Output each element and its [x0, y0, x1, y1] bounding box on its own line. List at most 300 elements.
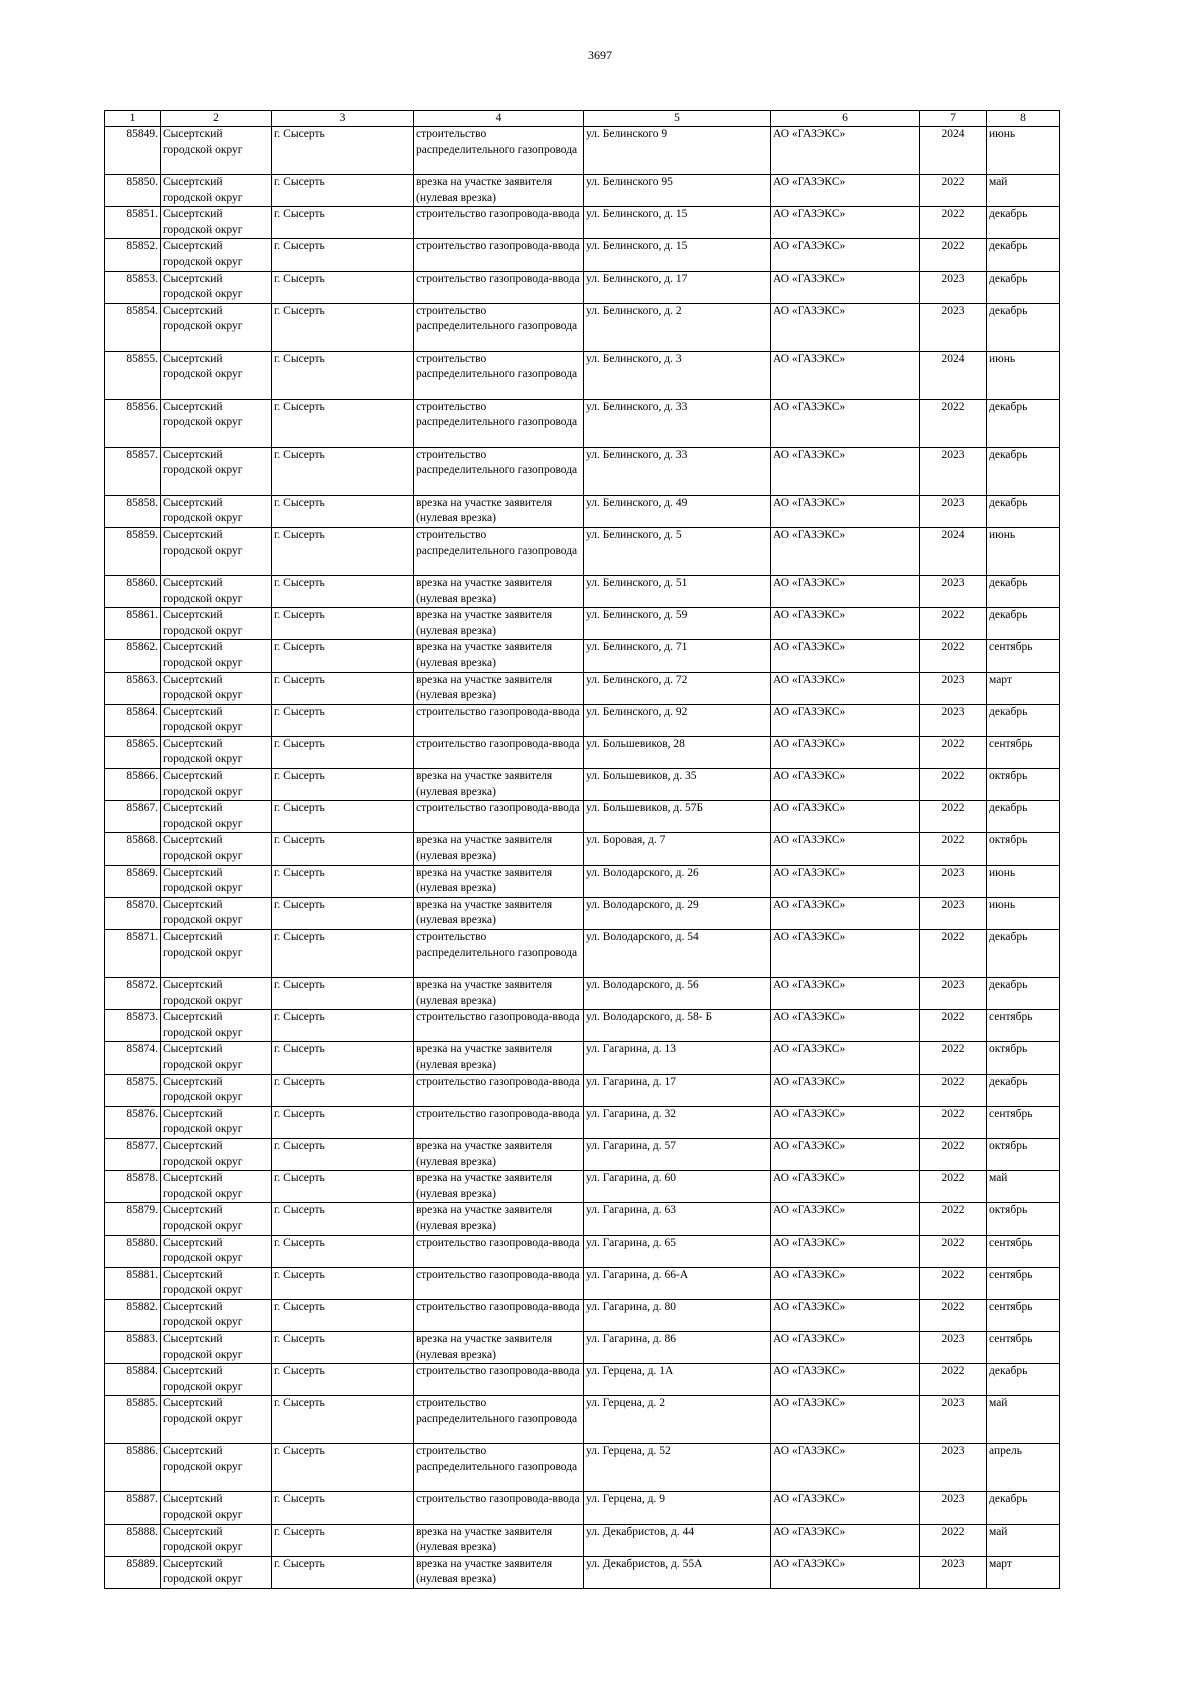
year-cell: 2022 [920, 1299, 987, 1331]
locality-cell: г. Сысерть [272, 1524, 414, 1556]
year-cell: 2022 [920, 640, 987, 672]
year-cell: 2023 [920, 303, 987, 351]
work-type-cell: строительство распределительного газопровода [414, 1444, 584, 1492]
address-cell: ул. Гагарина, д. 65 [584, 1235, 771, 1267]
row-number-cell: 85881. [105, 1267, 161, 1299]
year-cell: 2022 [920, 1106, 987, 1138]
address-cell: ул. Боровая, д. 7 [584, 833, 771, 865]
district-cell: Сысертский городской округ [161, 865, 272, 897]
month-cell: октябрь [987, 769, 1060, 801]
year-cell: 2023 [920, 447, 987, 495]
organization-cell: АО «ГАЗЭКС» [771, 575, 920, 607]
work-type-cell: врезка на участке заявителя (нулевая врезка) [414, 495, 584, 527]
organization-cell: АО «ГАЗЭКС» [771, 1235, 920, 1267]
row-number-cell: 85858. [105, 495, 161, 527]
column-header: 1 [105, 111, 161, 127]
table-row [105, 1364, 1060, 1396]
district-cell: Сысертский городской округ [161, 1267, 272, 1299]
work-type-cell: строительство газопровода-ввода [414, 1364, 584, 1396]
locality-cell: г. Сысерть [272, 1396, 414, 1444]
row-number-cell: 85886. [105, 1444, 161, 1492]
table-row [105, 239, 1060, 271]
row-number-cell: 85877. [105, 1138, 161, 1170]
year-cell: 2022 [920, 833, 987, 865]
locality-cell: г. Сысерть [272, 207, 414, 239]
work-type-cell: врезка на участке заявителя (нулевая врезка) [414, 1203, 584, 1235]
table-row [105, 1396, 1060, 1444]
address-cell: ул. Герцена, д. 2 [584, 1396, 771, 1444]
table-row [105, 865, 1060, 897]
organization-cell: АО «ГАЗЭКС» [771, 672, 920, 704]
column-header: 2 [161, 111, 272, 127]
work-type-cell: строительство газопровода-ввода [414, 1492, 584, 1524]
locality-cell: г. Сысерть [272, 351, 414, 399]
district-cell: Сысертский городской округ [161, 769, 272, 801]
district-cell: Сысертский городской округ [161, 527, 272, 575]
locality-cell: г. Сысерть [272, 1235, 414, 1267]
month-cell: апрель [987, 1444, 1060, 1492]
organization-cell: АО «ГАЗЭКС» [771, 801, 920, 833]
row-number-cell: 85880. [105, 1235, 161, 1267]
month-cell: октябрь [987, 1203, 1060, 1235]
table-row [105, 930, 1060, 978]
organization-cell: АО «ГАЗЭКС» [771, 1171, 920, 1203]
locality-cell: г. Сысерть [272, 1106, 414, 1138]
district-cell: Сысертский городской округ [161, 271, 272, 303]
organization-cell: АО «ГАЗЭКС» [771, 1010, 920, 1042]
row-number-cell: 85875. [105, 1074, 161, 1106]
organization-cell: АО «ГАЗЭКС» [771, 608, 920, 640]
table-row [105, 271, 1060, 303]
address-cell: ул. Белинского, д. 72 [584, 672, 771, 704]
locality-cell: г. Сысерть [272, 1299, 414, 1331]
work-type-cell: врезка на участке заявителя (нулевая врезка) [414, 640, 584, 672]
locality-cell: г. Сысерть [272, 271, 414, 303]
table-row [105, 207, 1060, 239]
year-cell: 2022 [920, 1138, 987, 1170]
row-number-cell: 85871. [105, 930, 161, 978]
month-cell: декабрь [987, 1492, 1060, 1524]
row-number-cell: 85850. [105, 175, 161, 207]
locality-cell: г. Сысерть [272, 1074, 414, 1106]
organization-cell: АО «ГАЗЭКС» [771, 239, 920, 271]
address-cell: ул. Белинского, д. 2 [584, 303, 771, 351]
organization-cell: АО «ГАЗЭКС» [771, 303, 920, 351]
year-cell: 2024 [920, 127, 987, 175]
year-cell: 2022 [920, 175, 987, 207]
district-cell: Сысертский городской округ [161, 575, 272, 607]
organization-cell: АО «ГАЗЭКС» [771, 1396, 920, 1444]
month-cell: декабрь [987, 575, 1060, 607]
address-cell: ул. Декабристов, д. 44 [584, 1524, 771, 1556]
row-number-cell: 85861. [105, 608, 161, 640]
work-type-cell: строительство газопровода-ввода [414, 1235, 584, 1267]
district-cell: Сысертский городской округ [161, 495, 272, 527]
table-row [105, 608, 1060, 640]
district-cell: Сысертский городской округ [161, 303, 272, 351]
district-cell: Сысертский городской округ [161, 1235, 272, 1267]
year-cell: 2022 [920, 769, 987, 801]
table-row [105, 495, 1060, 527]
district-cell: Сысертский городской округ [161, 930, 272, 978]
address-cell: ул. Белинского, д. 3 [584, 351, 771, 399]
year-cell: 2022 [920, 1524, 987, 1556]
address-cell: ул. Белинского 95 [584, 175, 771, 207]
row-number-cell: 85853. [105, 271, 161, 303]
locality-cell: г. Сысерть [272, 1332, 414, 1364]
row-number-cell: 85866. [105, 769, 161, 801]
locality-cell: г. Сысерть [272, 897, 414, 929]
table-row [105, 769, 1060, 801]
month-cell: сентябрь [987, 1332, 1060, 1364]
work-type-cell: строительство газопровода-ввода [414, 736, 584, 768]
district-cell: Сысертский городской округ [161, 1171, 272, 1203]
year-cell: 2023 [920, 704, 987, 736]
year-cell: 2022 [920, 608, 987, 640]
district-cell: Сысертский городской округ [161, 1299, 272, 1331]
month-cell: декабрь [987, 1364, 1060, 1396]
organization-cell: АО «ГАЗЭКС» [771, 527, 920, 575]
district-cell: Сысертский городской округ [161, 207, 272, 239]
table-row [105, 897, 1060, 929]
work-type-cell: строительство распределительного газопровода [414, 303, 584, 351]
year-cell: 2022 [920, 1010, 987, 1042]
address-cell: ул. Гагарина, д. 66-А [584, 1267, 771, 1299]
work-type-cell: строительство газопровода-ввода [414, 801, 584, 833]
work-type-cell: строительство газопровода-ввода [414, 704, 584, 736]
row-number-cell: 85874. [105, 1042, 161, 1074]
table-row [105, 1235, 1060, 1267]
month-cell: октябрь [987, 833, 1060, 865]
organization-cell: АО «ГАЗЭКС» [771, 865, 920, 897]
organization-cell: АО «ГАЗЭКС» [771, 1332, 920, 1364]
locality-cell: г. Сысерть [272, 640, 414, 672]
locality-cell: г. Сысерть [272, 239, 414, 271]
district-cell: Сысертский городской округ [161, 127, 272, 175]
address-cell: ул. Белинского, д. 33 [584, 399, 771, 447]
organization-cell: АО «ГАЗЭКС» [771, 1364, 920, 1396]
table-row [105, 1332, 1060, 1364]
month-cell: март [987, 1556, 1060, 1588]
address-cell: ул. Гагарина, д. 57 [584, 1138, 771, 1170]
year-cell: 2023 [920, 978, 987, 1010]
organization-cell: АО «ГАЗЭКС» [771, 1042, 920, 1074]
organization-cell: АО «ГАЗЭКС» [771, 1138, 920, 1170]
locality-cell: г. Сысерть [272, 1203, 414, 1235]
month-cell: май [987, 1396, 1060, 1444]
year-cell: 2023 [920, 865, 987, 897]
address-cell: ул. Гагарина, д. 86 [584, 1332, 771, 1364]
district-cell: Сысертский городской округ [161, 978, 272, 1010]
district-cell: Сысертский городской округ [161, 175, 272, 207]
row-number-cell: 85884. [105, 1364, 161, 1396]
work-type-cell: строительство газопровода-ввода [414, 1267, 584, 1299]
column-header: 7 [920, 111, 987, 127]
month-cell: октябрь [987, 1042, 1060, 1074]
row-number-cell: 85882. [105, 1299, 161, 1331]
locality-cell: г. Сысерть [272, 303, 414, 351]
month-cell: сентябрь [987, 1010, 1060, 1042]
work-type-cell: строительство распределительного газопровода [414, 447, 584, 495]
year-cell: 2023 [920, 897, 987, 929]
year-cell: 2023 [920, 1556, 987, 1588]
address-cell: ул. Гагарина, д. 80 [584, 1299, 771, 1331]
month-cell: сентябрь [987, 1267, 1060, 1299]
month-cell: июнь [987, 527, 1060, 575]
district-cell: Сысертский городской округ [161, 1106, 272, 1138]
organization-cell: АО «ГАЗЭКС» [771, 1106, 920, 1138]
locality-cell: г. Сысерть [272, 608, 414, 640]
column-number-row [105, 111, 1060, 127]
address-cell: ул. Белинского 9 [584, 127, 771, 175]
work-type-cell: врезка на участке заявителя (нулевая врезка) [414, 897, 584, 929]
work-type-cell: строительство распределительного газопровода [414, 1396, 584, 1444]
locality-cell: г. Сысерть [272, 769, 414, 801]
month-cell: июнь [987, 897, 1060, 929]
organization-cell: АО «ГАЗЭКС» [771, 399, 920, 447]
table-row [105, 1171, 1060, 1203]
row-number-cell: 85883. [105, 1332, 161, 1364]
month-cell: декабрь [987, 239, 1060, 271]
work-type-cell: врезка на участке заявителя (нулевая врезка) [414, 833, 584, 865]
locality-cell: г. Сысерть [272, 1138, 414, 1170]
work-type-cell: врезка на участке заявителя (нулевая врезка) [414, 769, 584, 801]
district-cell: Сысертский городской округ [161, 897, 272, 929]
address-cell: ул. Гагарина, д. 60 [584, 1171, 771, 1203]
work-type-cell: врезка на участке заявителя (нулевая врезка) [414, 672, 584, 704]
district-cell: Сысертский городской округ [161, 1203, 272, 1235]
address-cell: ул. Белинского, д. 92 [584, 704, 771, 736]
month-cell: декабрь [987, 978, 1060, 1010]
month-cell: март [987, 672, 1060, 704]
year-cell: 2022 [920, 1042, 987, 1074]
work-type-cell: строительство газопровода-ввода [414, 271, 584, 303]
table-row [105, 1138, 1060, 1170]
row-number-cell: 85888. [105, 1524, 161, 1556]
row-number-cell: 85860. [105, 575, 161, 607]
organization-cell: АО «ГАЗЭКС» [771, 495, 920, 527]
row-number-cell: 85856. [105, 399, 161, 447]
month-cell: декабрь [987, 801, 1060, 833]
locality-cell: г. Сысерть [272, 1267, 414, 1299]
table-row [105, 1524, 1060, 1556]
address-cell: ул. Герцена, д. 9 [584, 1492, 771, 1524]
district-cell: Сысертский городской округ [161, 640, 272, 672]
work-type-cell: врезка на участке заявителя (нулевая врезка) [414, 1556, 584, 1588]
month-cell: сентябрь [987, 640, 1060, 672]
row-number-cell: 85865. [105, 736, 161, 768]
year-cell: 2023 [920, 495, 987, 527]
work-type-cell: строительство распределительного газопровода [414, 930, 584, 978]
locality-cell: г. Сысерть [272, 736, 414, 768]
table-row [105, 1444, 1060, 1492]
locality-cell: г. Сысерть [272, 399, 414, 447]
table-row [105, 640, 1060, 672]
address-cell: ул. Белинского, д. 17 [584, 271, 771, 303]
work-type-cell: строительство газопровода-ввода [414, 1106, 584, 1138]
row-number-cell: 85879. [105, 1203, 161, 1235]
organization-cell: АО «ГАЗЭКС» [771, 1444, 920, 1492]
organization-cell: АО «ГАЗЭКС» [771, 271, 920, 303]
work-type-cell: врезка на участке заявителя (нулевая врезка) [414, 175, 584, 207]
address-cell: ул. Володарского, д. 56 [584, 978, 771, 1010]
address-cell: ул. Белинского, д. 59 [584, 608, 771, 640]
address-cell: ул. Белинского, д. 33 [584, 447, 771, 495]
row-number-cell: 85870. [105, 897, 161, 929]
table-row [105, 127, 1060, 175]
district-cell: Сысертский городской округ [161, 1074, 272, 1106]
table-row [105, 175, 1060, 207]
month-cell: сентябрь [987, 1299, 1060, 1331]
district-cell: Сысертский городской округ [161, 672, 272, 704]
month-cell: май [987, 175, 1060, 207]
column-header: 8 [987, 111, 1060, 127]
district-cell: Сысертский городской округ [161, 1138, 272, 1170]
row-number-cell: 85889. [105, 1556, 161, 1588]
column-header: 6 [771, 111, 920, 127]
year-cell: 2023 [920, 672, 987, 704]
column-header: 4 [414, 111, 584, 127]
row-number-cell: 85857. [105, 447, 161, 495]
month-cell: декабрь [987, 495, 1060, 527]
address-cell: ул. Белинского, д. 15 [584, 207, 771, 239]
year-cell: 2022 [920, 239, 987, 271]
address-cell: ул. Большевиков, 28 [584, 736, 771, 768]
district-cell: Сысертский городской округ [161, 704, 272, 736]
district-cell: Сысертский городской округ [161, 608, 272, 640]
table-row [105, 1010, 1060, 1042]
locality-cell: г. Сысерть [272, 495, 414, 527]
address-cell: ул. Герцена, д. 52 [584, 1444, 771, 1492]
year-cell: 2023 [920, 1492, 987, 1524]
month-cell: декабрь [987, 303, 1060, 351]
work-type-cell: врезка на участке заявителя (нулевая врезка) [414, 978, 584, 1010]
row-number-cell: 85852. [105, 239, 161, 271]
address-cell: ул. Володарского, д. 54 [584, 930, 771, 978]
address-cell: ул. Герцена, д. 1А [584, 1364, 771, 1396]
locality-cell: г. Сысерть [272, 1492, 414, 1524]
work-type-cell: строительство распределительного газопровода [414, 127, 584, 175]
organization-cell: АО «ГАЗЭКС» [771, 447, 920, 495]
address-cell: ул. Белинского, д. 51 [584, 575, 771, 607]
locality-cell: г. Сысерть [272, 801, 414, 833]
row-number-cell: 85885. [105, 1396, 161, 1444]
organization-cell: АО «ГАЗЭКС» [771, 351, 920, 399]
table-row [105, 1074, 1060, 1106]
month-cell: декабрь [987, 271, 1060, 303]
address-cell: ул. Белинского, д. 5 [584, 527, 771, 575]
address-cell: ул. Гагарина, д. 17 [584, 1074, 771, 1106]
table-row [105, 399, 1060, 447]
table-row [105, 575, 1060, 607]
row-number-cell: 85863. [105, 672, 161, 704]
table-row [105, 978, 1060, 1010]
year-cell: 2022 [920, 736, 987, 768]
locality-cell: г. Сысерть [272, 833, 414, 865]
month-cell: декабрь [987, 608, 1060, 640]
locality-cell: г. Сысерть [272, 1556, 414, 1588]
page-number: 3697 [588, 48, 612, 62]
gasification-schedule-table [104, 110, 1060, 1589]
work-type-cell: строительство газопровода-ввода [414, 1299, 584, 1331]
year-cell: 2022 [920, 1364, 987, 1396]
table-row [105, 1042, 1060, 1074]
year-cell: 2024 [920, 351, 987, 399]
year-cell: 2022 [920, 1171, 987, 1203]
work-type-cell: строительство распределительного газопровода [414, 399, 584, 447]
work-type-cell: строительство распределительного газопровода [414, 351, 584, 399]
table-row [105, 527, 1060, 575]
organization-cell: АО «ГАЗЭКС» [771, 978, 920, 1010]
district-cell: Сысертский городской округ [161, 736, 272, 768]
year-cell: 2023 [920, 1396, 987, 1444]
year-cell: 2023 [920, 271, 987, 303]
month-cell: октябрь [987, 1138, 1060, 1170]
work-type-cell: врезка на участке заявителя (нулевая врезка) [414, 1042, 584, 1074]
organization-cell: АО «ГАЗЭКС» [771, 736, 920, 768]
work-type-cell: строительство газопровода-ввода [414, 239, 584, 271]
locality-cell: г. Сысерть [272, 704, 414, 736]
locality-cell: г. Сысерть [272, 1444, 414, 1492]
table-row [105, 833, 1060, 865]
row-number-cell: 85887. [105, 1492, 161, 1524]
year-cell: 2022 [920, 207, 987, 239]
table-row [105, 351, 1060, 399]
row-number-cell: 85867. [105, 801, 161, 833]
locality-cell: г. Сысерть [272, 1364, 414, 1396]
locality-cell: г. Сысерть [272, 930, 414, 978]
row-number-cell: 85873. [105, 1010, 161, 1042]
year-cell: 2022 [920, 1267, 987, 1299]
month-cell: июнь [987, 865, 1060, 897]
work-type-cell: врезка на участке заявителя (нулевая врезка) [414, 1171, 584, 1203]
district-cell: Сысертский городской округ [161, 351, 272, 399]
row-number-cell: 85869. [105, 865, 161, 897]
year-cell: 2024 [920, 527, 987, 575]
locality-cell: г. Сысерть [272, 1171, 414, 1203]
organization-cell: АО «ГАЗЭКС» [771, 833, 920, 865]
organization-cell: АО «ГАЗЭКС» [771, 704, 920, 736]
address-cell: ул. Володарского, д. 26 [584, 865, 771, 897]
row-number-cell: 85855. [105, 351, 161, 399]
table-row [105, 736, 1060, 768]
month-cell: сентябрь [987, 1235, 1060, 1267]
year-cell: 2022 [920, 1074, 987, 1106]
organization-cell: АО «ГАЗЭКС» [771, 127, 920, 175]
table-row [105, 1492, 1060, 1524]
locality-cell: г. Сысерть [272, 527, 414, 575]
work-type-cell: врезка на участке заявителя (нулевая врезка) [414, 1138, 584, 1170]
table-row [105, 1106, 1060, 1138]
month-cell: июнь [987, 127, 1060, 175]
column-header: 3 [272, 111, 414, 127]
address-cell: ул. Белинского, д. 15 [584, 239, 771, 271]
district-cell: Сысертский городской округ [161, 447, 272, 495]
organization-cell: АО «ГАЗЭКС» [771, 769, 920, 801]
organization-cell: АО «ГАЗЭКС» [771, 175, 920, 207]
work-type-cell: врезка на участке заявителя (нулевая врезка) [414, 575, 584, 607]
locality-cell: г. Сысерть [272, 1042, 414, 1074]
organization-cell: АО «ГАЗЭКС» [771, 207, 920, 239]
month-cell: май [987, 1171, 1060, 1203]
table-row [105, 672, 1060, 704]
row-number-cell: 85872. [105, 978, 161, 1010]
work-type-cell: врезка на участке заявителя (нулевая врезка) [414, 1524, 584, 1556]
row-number-cell: 85878. [105, 1171, 161, 1203]
address-cell: ул. Белинского, д. 71 [584, 640, 771, 672]
locality-cell: г. Сысерть [272, 865, 414, 897]
year-cell: 2023 [920, 1444, 987, 1492]
